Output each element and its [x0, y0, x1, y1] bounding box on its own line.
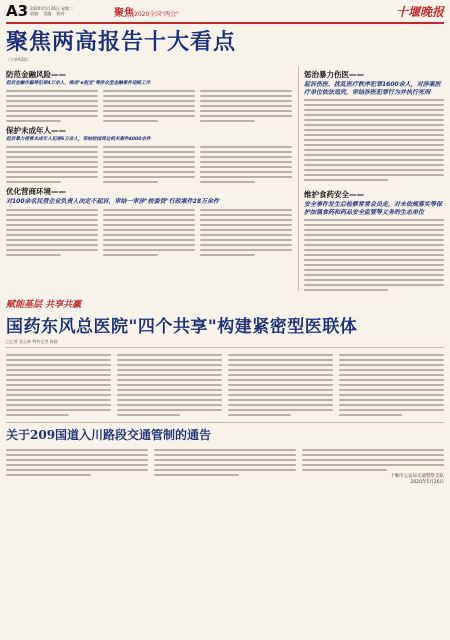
- article2-tagline: 赋能基层 共享共赢: [6, 300, 82, 310]
- text-column: [339, 351, 444, 416]
- notice-signature: [302, 474, 444, 486]
- editor-line: 责编： 美编： 校对：: [30, 11, 69, 16]
- text-column: [6, 87, 98, 122]
- section-subtitle: 起诉暴力侵害未成年人犯罪6万余人，审结校园周边相关案件4000余件: [6, 137, 151, 142]
- section-title: 优化营商环境——: [6, 187, 66, 196]
- special-label: 聚焦: [114, 7, 134, 19]
- section-subtitle: 对100余名民营企业负责人决定不起诉，审结一审涉"校套贷"行政案件28万余件: [6, 198, 220, 205]
- masthead-meta: [30, 6, 110, 16]
- article2-headline: 国药东风总医院"四个共享"构建紧密型医联体: [6, 317, 358, 337]
- text-columns: [6, 206, 292, 256]
- section-subtitle: 起诉伤医、扰乱医疗秩序犯罪1600余人，对涉案医疗单位依法追究，审结涉医犯罪行为并执行死刑: [304, 81, 441, 96]
- article1-left-column: [6, 66, 292, 291]
- text-column: [200, 87, 292, 122]
- newspaper-brand: 十堰晚报: [395, 4, 444, 19]
- text-column: [6, 446, 148, 486]
- masthead: [6, 0, 444, 24]
- article1-byline: （下转A2版）: [6, 57, 32, 62]
- text-column: [304, 99, 444, 181]
- signature-date: 2020年5月26日: [410, 480, 444, 485]
- text-column: [200, 206, 292, 256]
- text-columns: [6, 87, 292, 122]
- article3-body: [6, 446, 444, 486]
- text-columns: [6, 143, 292, 183]
- text-column: [6, 351, 111, 416]
- section-subtitle: 起诉金融诈骗等犯罪4万余人，推进"e租宝"等涉众型金融案件追赃工作: [6, 81, 151, 86]
- text-column: [304, 219, 444, 291]
- section-title: 保护未成年人——: [6, 126, 66, 135]
- article2-body: [6, 351, 444, 416]
- section-subtitle: 安全事件发生后检察常常会员走，对未依规落实等保护加强食药和药品安全监管等义务的生态单位: [304, 201, 443, 216]
- text-column: [302, 446, 444, 486]
- text-column: [103, 143, 195, 183]
- text-column: [103, 87, 195, 122]
- article1-right-column: [298, 66, 444, 291]
- text-column: [103, 206, 195, 256]
- article2-byline: □记者 张云林 特约记者 陈晓: [6, 339, 444, 348]
- text-column: [117, 351, 222, 416]
- article1-headline: 聚焦两高报告十大看点: [6, 29, 237, 55]
- page-number: A3: [6, 2, 29, 20]
- text-column: [154, 446, 296, 486]
- special-section-label: [114, 4, 179, 19]
- section-title: 惩治暴力伤医——: [304, 70, 364, 79]
- section-title: 维护食药安全——: [304, 190, 364, 199]
- article1-body: [6, 66, 444, 291]
- signature-org: 十堰市公安局交通警察支队: [390, 474, 444, 479]
- text-column: [200, 143, 292, 183]
- text-column: [228, 351, 333, 416]
- date-line: 2020年5月26日 星期二: [30, 6, 74, 11]
- section-title: 防范金融风险——: [6, 70, 66, 79]
- text-column: [6, 206, 98, 256]
- text-column: [6, 143, 98, 183]
- special-sub: 2020全国"两会": [134, 10, 179, 18]
- article3-headline: 关于209国道入川路段交通管制的通告: [6, 422, 444, 443]
